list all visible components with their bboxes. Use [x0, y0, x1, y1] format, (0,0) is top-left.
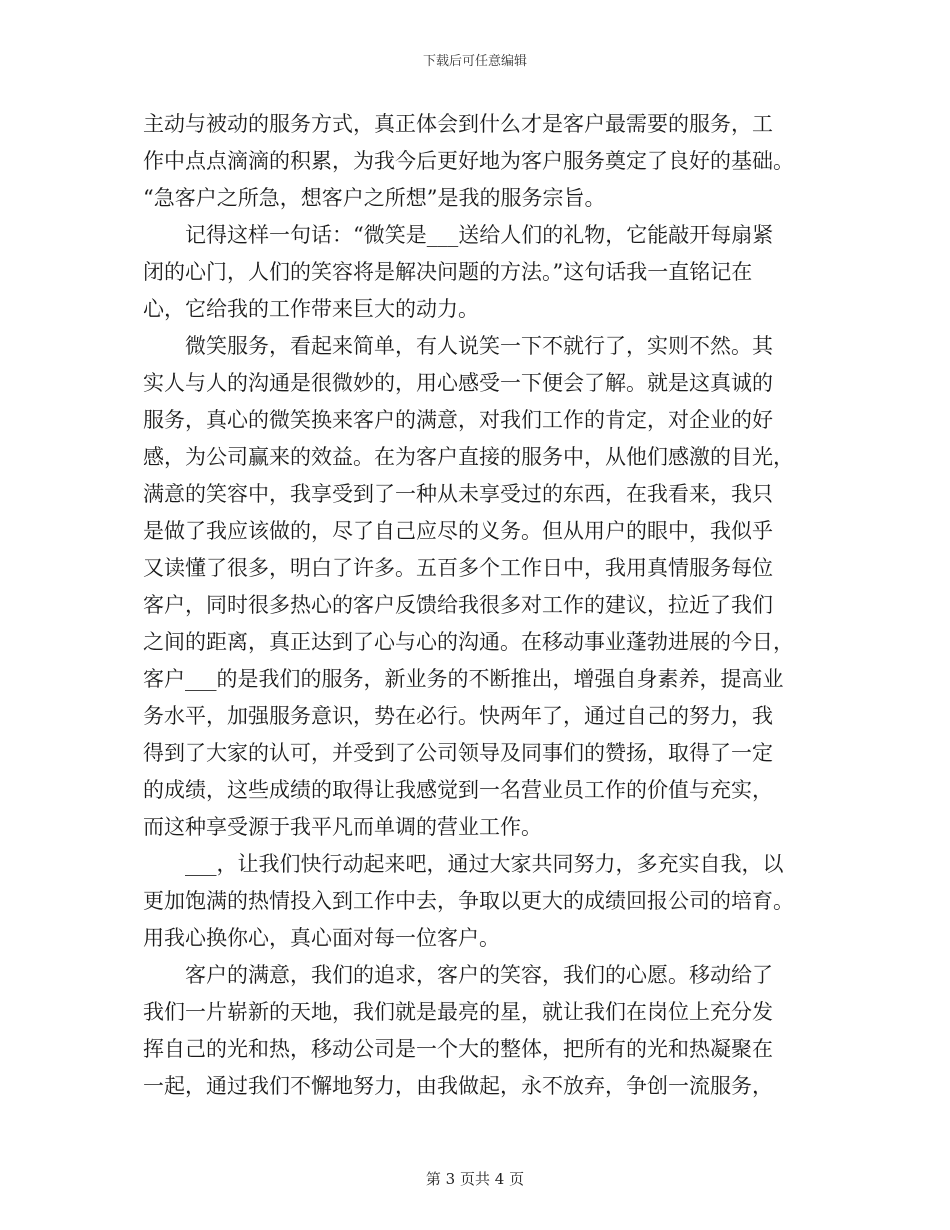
text-line: 主动与被动的服务方式，真正体会到什么才是客户最需要的服务，工 [143, 112, 773, 136]
text-line: 用我心换你心，真心面对每一位客户。 [143, 926, 500, 950]
text-line: 得到了大家的认可，并受到了公司领导及同事们的赞扬，取得了一定 [143, 741, 773, 765]
text-line: 作中点点滴滴的积累，为我今后更好地为客户服务奠定了良好的基础。 [143, 149, 794, 173]
text-line: ___，让我们快行动起来吧，通过大家共同努力，多充实自我，以 [143, 852, 784, 876]
text-line: 服务，真心的微笑换来客户的满意，对我们工作的肯定，对企业的好 [143, 408, 773, 432]
text-line: 客户，同时很多热心的客户反馈给我很多对工作的建议，拉近了我们 [143, 593, 773, 617]
text-line: 我们一片崭新的天地，我们就是最亮的星，就让我们在岗位上充分发 [143, 1000, 773, 1024]
page-header: 下载后可任意编辑 [422, 54, 527, 69]
text-line: 挥自己的光和热，移动公司是一个大的整体，把所有的光和热凝聚在 [143, 1037, 773, 1061]
text-line: 务水平，加强服务意识，势在必行。快两年了，通过自己的努力，我 [143, 704, 773, 728]
text-line: “急客户之所急，想客户之所想”是我的服务宗旨。 [143, 186, 606, 210]
document-body [143, 106, 805, 1105]
text-line: 是做了我应该做的，尽了自己应尽的义务。但从用户的眼中，我似乎 [143, 519, 773, 543]
text-line: 更加饱满的热情投入到工作中去，争取以更大的成绩回报公司的培育。 [143, 889, 794, 913]
text-line: 而这种享受源于我平凡而单调的营业工作。 [143, 815, 542, 839]
text-line: 记得这样一句话：“微笑是___送给人们的礼物，它能敲开每扇紧 [143, 223, 774, 247]
text-line: 心，它给我的工作带来巨大的动力。 [143, 297, 479, 321]
text-line: 之间的距离，真正达到了心与心的沟通。在移动事业蓬勃进展的今日， [143, 630, 794, 654]
text-line: 的成绩，这些成绩的取得让我感觉到一名营业员工作的价值与充实， [143, 778, 773, 802]
text-line: 客户___的是我们的服务，新业务的不断推出，增强自身素养，提高业 [143, 667, 784, 691]
text-line: 闭的心门，人们的笑容将是解决问题的方法。”这句话我一直铭记在 [143, 260, 753, 284]
text-line: 感，为公司赢来的效益。在为客户直接的服务中，从他们感激的目光， [143, 445, 794, 469]
text-line: 实人与人的沟通是很微妙的，用心感受一下便会了解。就是这真诚的 [143, 371, 773, 395]
text-line: 微笑服务，看起来简单，有人说笑一下不就行了，实则不然。其 [143, 334, 773, 358]
text-line: 又读懂了很多，明白了许多。五百多个工作日中，我用真情服务每位 [143, 556, 773, 580]
text-line: 客户的满意，我们的追求，客户的笑容，我们的心愿。移动给了 [143, 963, 773, 987]
text-line: 满意的笑容中，我享受到了一种从未享受过的东西，在我看来，我只 [143, 482, 773, 506]
text-line: 一起，通过我们不懈地努力，由我做起，永不放弃，争创一流服务， [143, 1074, 773, 1098]
page-number: 第 3 页共 4 页 [425, 1170, 525, 1188]
